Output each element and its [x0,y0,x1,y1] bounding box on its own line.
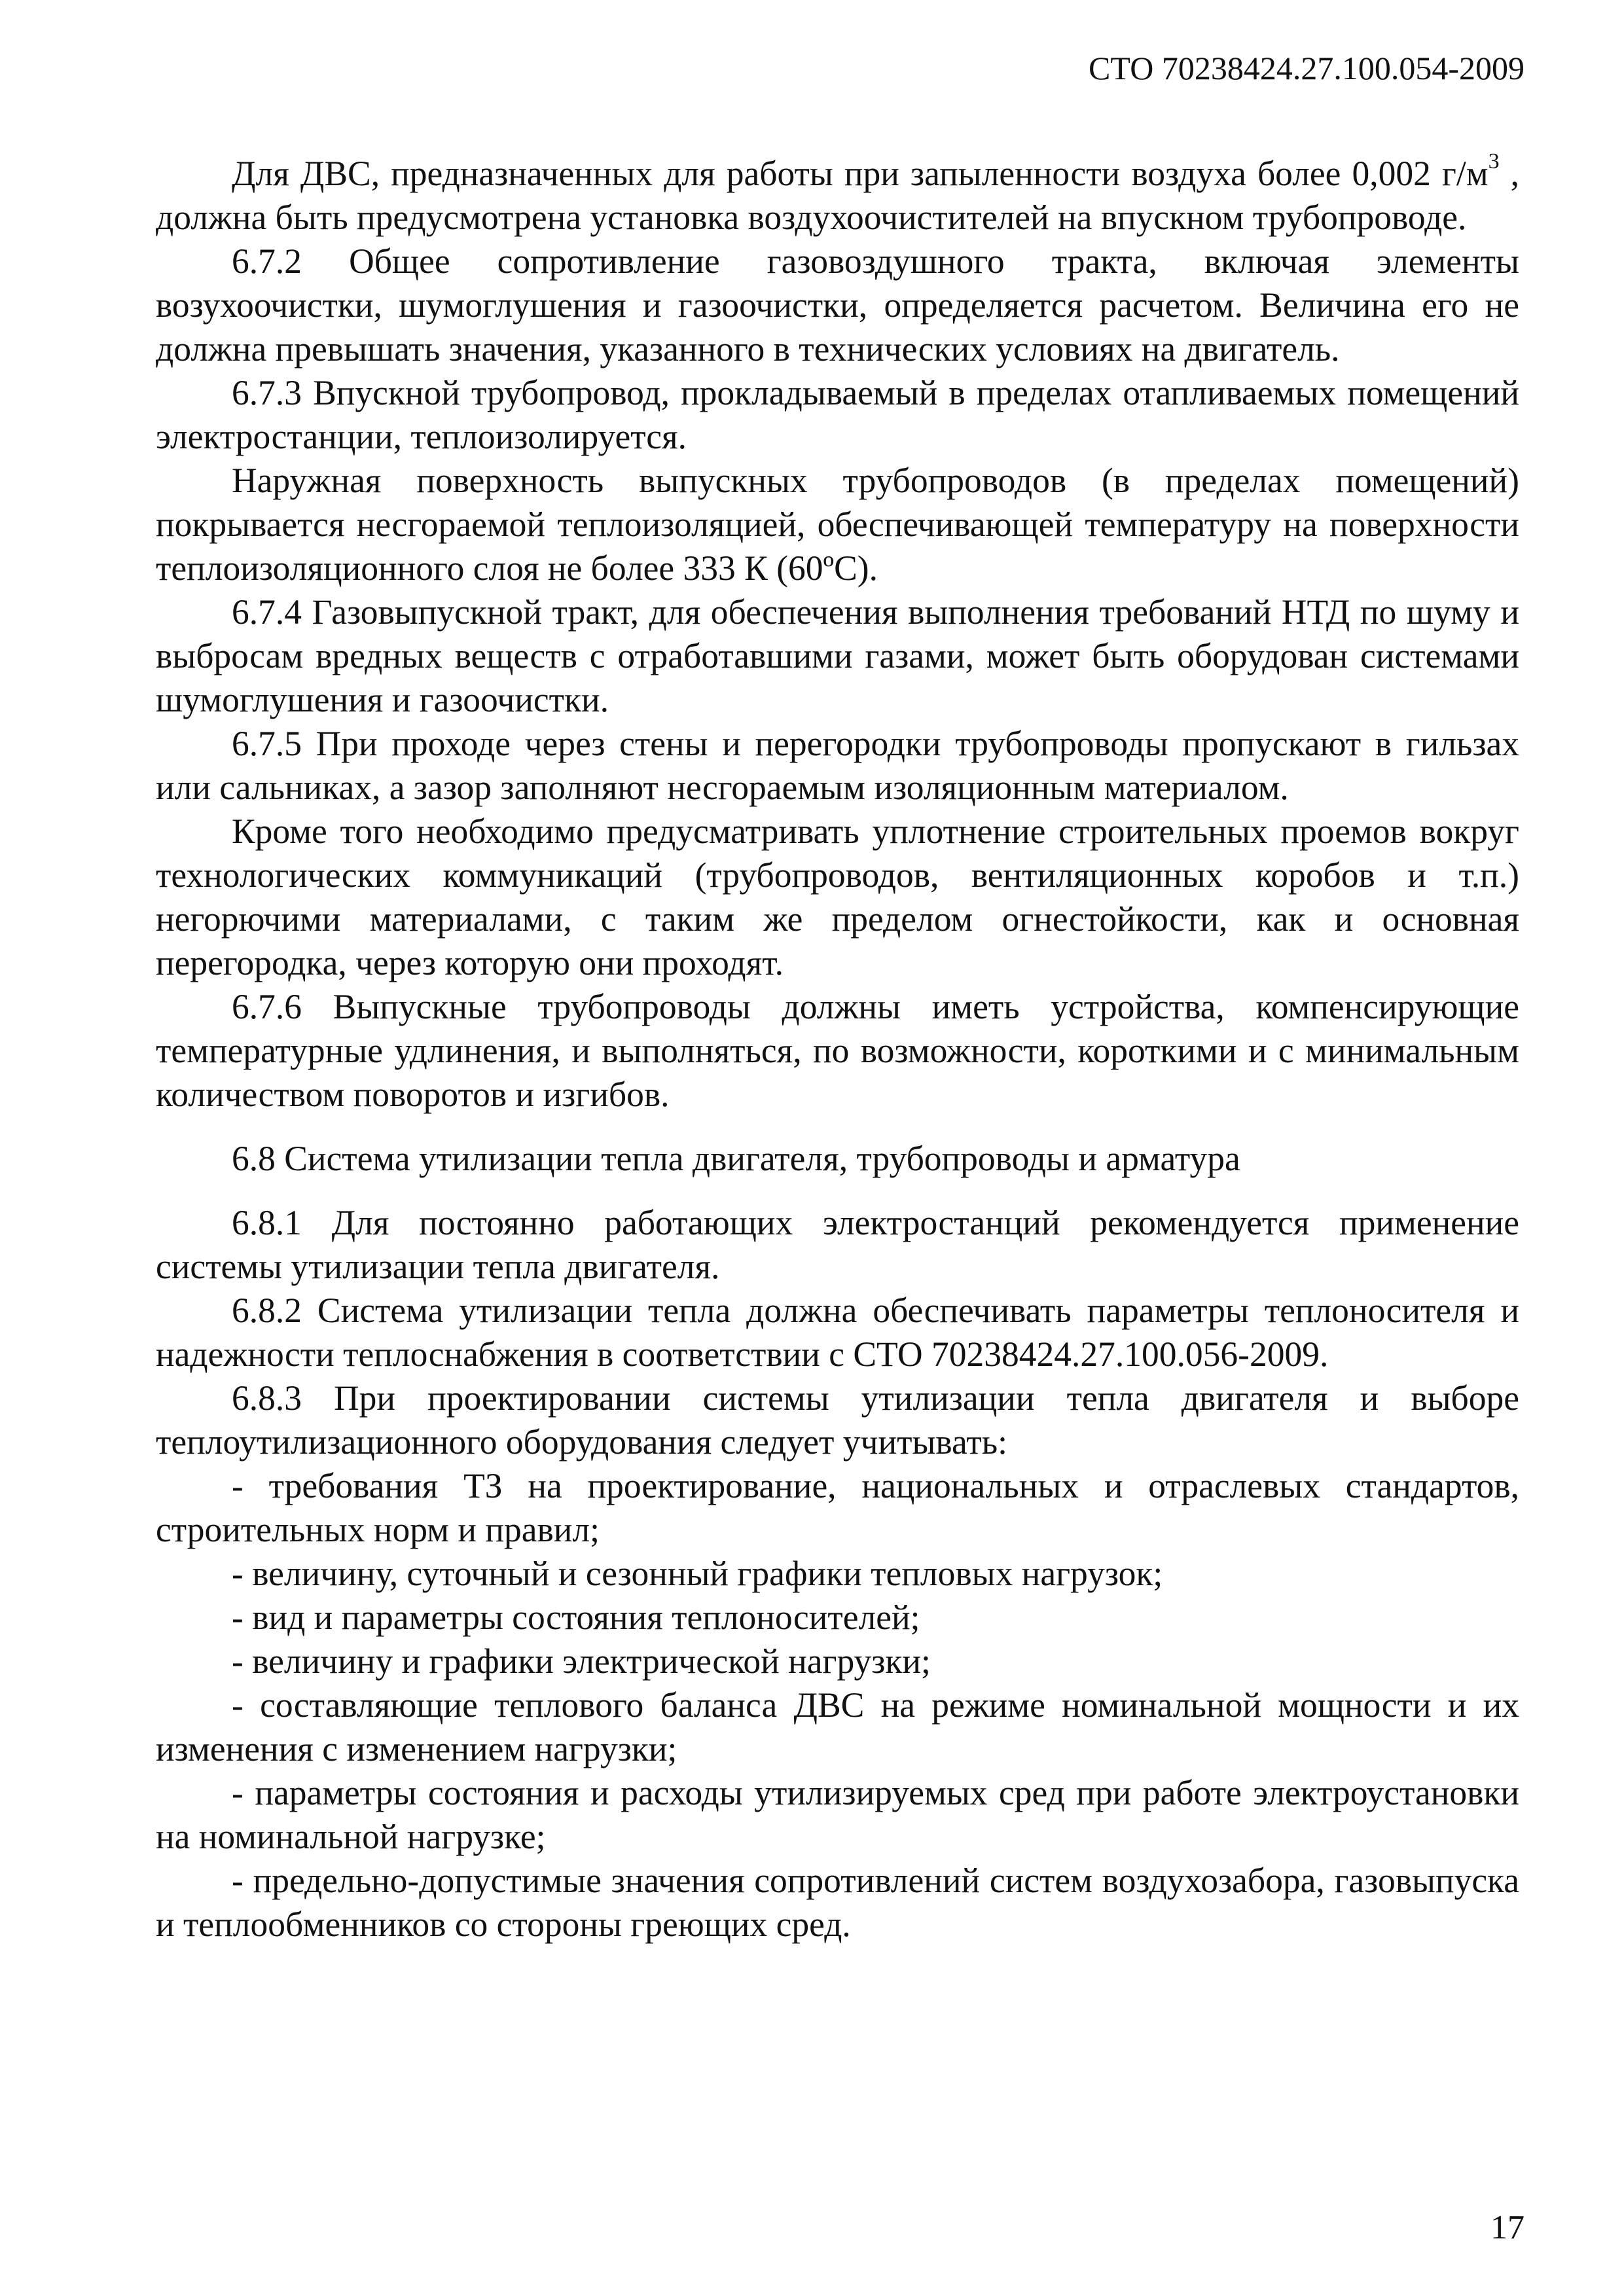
list-item: - величину и графики электрической нагрузки; [232,1641,931,1681]
paragraph-6-7-5: 6.7.5 При проходе через стены и перегородки трубопроводы пропускают в гильзах или сальниках, а зазор заполняют несгораемым изоляционным материалом. [156,724,1519,807]
paragraph-text: Для ДВС, предназначенных для работы при запыленности воздуха более 0,002 г/м [232,154,1489,193]
list-item: - параметры состояния и расходы утилизируемых сред при работе электроустановки на номинальной нагрузке; [156,1773,1519,1856]
superscript-exponent: 3 [1488,149,1500,173]
paragraph-6-7-2: 6.7.2 Общее сопротивление газовоздушного тракта, включая элементы возухоочистки, шумоглушения и газоочистки, определяется расчетом. Величина его не должна превышать значения, указанного в технических условиях на двигатель. [156,242,1519,368]
paragraph-6-8-3: 6.8.3 При проектировании системы утилизации тепла двигателя и выборе теплоутилизационного оборудования следует учитывать: [156,1378,1519,1462]
list-item: - требования ТЗ на проектирование, национальных и отраслевых стандартов, строительных норм и правил; [156,1466,1519,1549]
paragraph-dust-filters [156,149,1519,240]
paragraph-openings-sealing: Кроме того необходимо предусматривать уплотнение строительных проемов вокруг технологических коммуникаций (трубопроводов, вентиляционных коробов и т.п.) негорючими материалами, с таким же пределом огнестойкости, как и основная перегородка, через которую они проходят. [156,812,1519,982]
section-heading-6-8: 6.8 Система утилизации тепла двигателя, трубопроводы и арматура [232,1139,1240,1178]
list-item: - составляющие теплового баланса ДВС на режиме номинальной мощности и их изменения с изменением нагрузки; [156,1685,1519,1768]
paragraph-6-7-4: 6.7.4 Газовыпускной тракт, для обеспечения выполнения требований НТД по шуму и выбросам вредных веществ с отработавшими газами, может быть оборудован системами шумоглушения и газоочистки. [156,592,1519,719]
paragraph-exhaust-insulation: Наружная поверхность выпускных трубопроводов (в пределах помещений) покрывается несгораемой теплоизоляцией, обеспечивающей температуру на поверхности теплоизоляционного слоя не более 333 К (60ºС). [156,461,1519,588]
paragraph-6-7-3: 6.7.3 Впускной трубопровод, прокладываемый в пределах отапливаемых помещений электростанции, теплоизолируется. [156,373,1519,456]
list-item: - предельно-допустимые значения сопротивлений систем воздухозабора, газовыпуска и теплообменников со стороны греющих сред. [156,1861,1519,1944]
list-item: - вид и параметры состояния теплоносителей; [232,1598,920,1637]
paragraph-6-8-1: 6.8.1 Для постоянно работающих электростанций рекомендуется применение системы утилизации тепла двигателя. [156,1203,1519,1286]
paragraph-text: , должна быть предусмотрена установка воздухоочистителей на впускном трубопроводе. [156,154,1519,237]
list-item: - величину, суточный и сезонный графики тепловых нагрузок; [232,1554,1163,1593]
page-number: 17 [1490,2209,1525,2246]
document-code-header: СТО 70238424.27.100.054-2009 [1089,50,1525,86]
paragraph-6-8-2: 6.8.2 Система утилизации тепла должна обеспечивать параметры теплоносителя и надежности теплоснабжения в соответствии с СТО 70238424.27.100.056-2009. [156,1291,1519,1374]
paragraph-6-7-6: 6.7.6 Выпускные трубопроводы должны иметь устройства, компенсирующие температурные удлинения, и выполняться, по возможности, короткими и с минимальным количеством поворотов и изгибов. [156,987,1519,1114]
document-body [156,149,1519,1946]
